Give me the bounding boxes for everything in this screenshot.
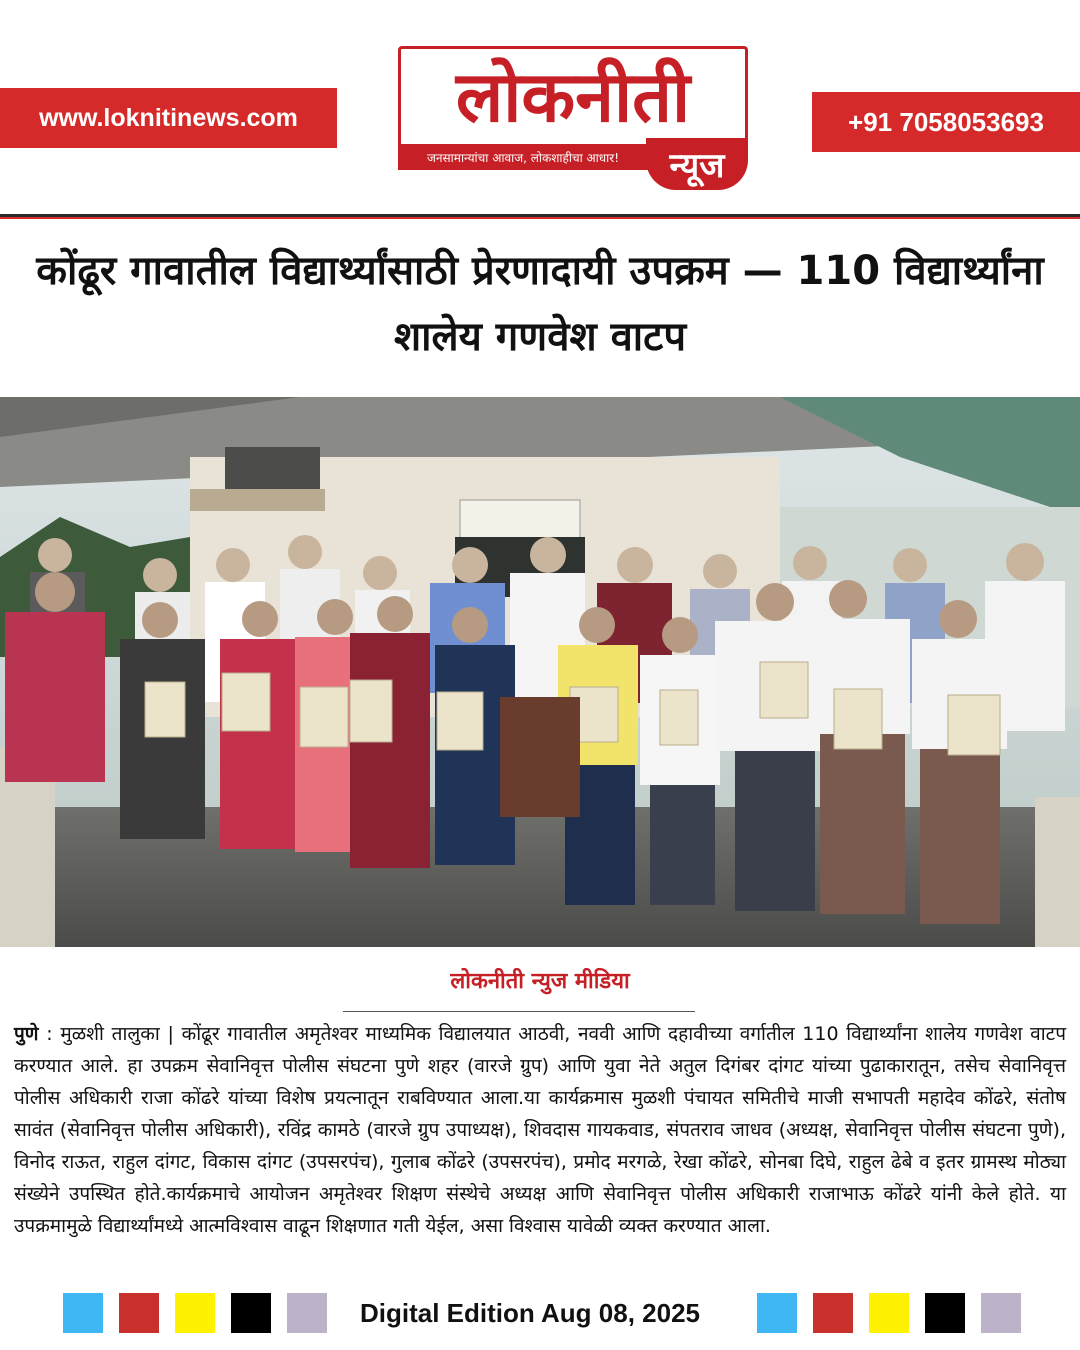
article-headline: कोंढूर गावातील विद्यार्थ्यांसाठी प्रेरणादायी उपक्रम — 110 विद्यार्थ्यांना शालेय गणवेश वाटप <box>36 248 1044 360</box>
logo-tagline: जनसामान्यांचा आवाज, लोकशाहीचा आधार! <box>398 144 648 170</box>
swatch-yellow <box>869 1293 909 1333</box>
logo-wordmark: लोकनीती <box>398 46 748 154</box>
color-swatches-right <box>757 1293 1021 1333</box>
digital-edition-date: Digital Edition Aug 08, 2025 <box>360 1297 700 1328</box>
logo-suffix: न्यूज <box>646 138 748 190</box>
color-swatches-left <box>63 1293 327 1333</box>
swatch-cyan <box>757 1293 797 1333</box>
swatch-yellow <box>175 1293 215 1333</box>
swatch-red <box>119 1293 159 1333</box>
loknitinews-logo <box>398 46 748 190</box>
article-city: पुणे <box>14 1023 39 1045</box>
article-body <box>14 1018 1066 1242</box>
swatch-lavender <box>287 1293 327 1333</box>
swatch-black <box>925 1293 965 1333</box>
credit-divider <box>343 1011 695 1012</box>
swatch-cyan <box>63 1293 103 1333</box>
swatch-lavender <box>981 1293 1021 1333</box>
header-divider-accent <box>0 217 1080 219</box>
swatch-black <box>231 1293 271 1333</box>
article-photo <box>0 397 1080 947</box>
photo-credit: लोकनीती न्युज मीडिया <box>450 969 630 994</box>
article-body-text: : मुळशी तालुका | कोंढूर गावातील अमृतेश्वर माध्यमिक विद्यालयात आठवी, नववी आणि दहावीच्या वर्गातील 110 विद्यार्थ्यांना शालेय गणवेश वाटप करण्यात आले. हा उपक्रम सेवानिवृत्त पोलीस संघटना पुणे शहर (वारजे ग्रुप) आणि युवा नेते अतुल दिगंबर दांगट यांच्या पुढाकारातून, तसेच सेवानिवृत्त पोलीस अधिकारी राजा कोंढरे यांच्या विशेष प्रयत्नातून राबविण्यात आला.या कार्यक्रमास मुळशी पंचायत समितीचे माजी सभापती महादेव कोंढरे, संतोष सावंत (सेवानिवृत्त पोलीस अधिकारी), रविंद्र कामठे (वारजे ग्रुप उपाध्यक्ष), शिवदास गायकवाड, संपतराव जाधव (अध्यक्ष, सेवानिवृत्त पोलीस संघटना पुणे), विनोद राऊत, राहुल दांगट, विकास दांगट (उपसरपंच), गुलाब कोंढरे (उपसरपंच), प्रमोद मरगळे, रेखा कोंढरे, सोनबा दिघे, राहुल ढेबे व इतर ग्रामस्थ मोठ्या संख्येने उपस्थित होते.कार्यक्रमाचे आयोजन अमृतेश्वर शिक्षण संस्थेचे अध्यक्ष आणि सेवानिवृत्त पोलीस अधिकारी राजाभाऊ कोंढरे यांनी केले होते. या उपक्रमामुळे विद्यार्थ्यांमध्ये आत्मविश्वास वाढून शिक्षणात गती येईल, असा विश्वास यावेळी व्यक्त करण्यात आला. <box>14 1023 1066 1237</box>
website-banner[interactable]: www.loknitinews.com <box>0 88 337 148</box>
swatch-red <box>813 1293 853 1333</box>
phone-banner[interactable]: +91 7058053693 <box>812 92 1080 152</box>
